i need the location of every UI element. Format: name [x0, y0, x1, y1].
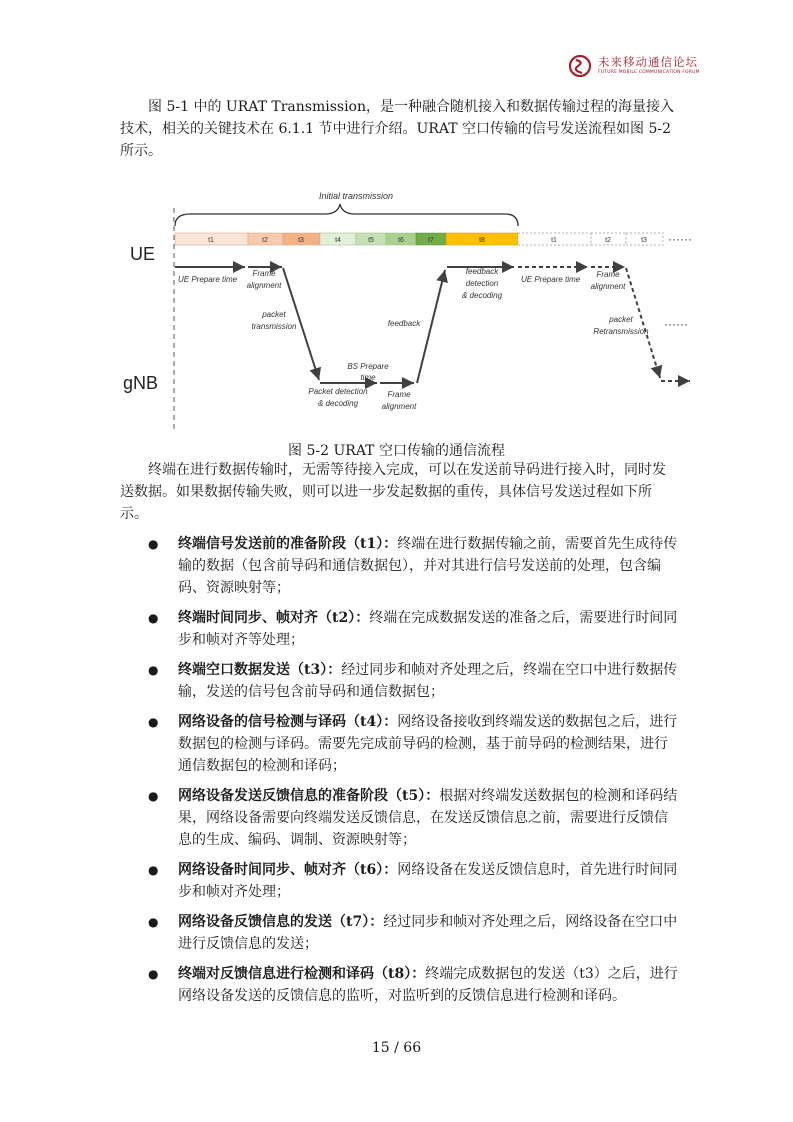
- frame-alignment-label-1b: alignment: [246, 281, 282, 290]
- packet-detection-label-a: Packet detection: [308, 387, 368, 396]
- timeline-slots: [175, 233, 663, 245]
- step-title: 网络设备反馈信息的发送（t7）：: [178, 914, 384, 930]
- timeline-ellipsis: ······: [668, 232, 692, 246]
- packet-tx-label-b: transmission: [251, 322, 297, 331]
- step-title: 网络设备发送反馈信息的准备阶段（t5）：: [178, 788, 440, 804]
- feedback-detection-label-c: & decoding: [461, 291, 503, 300]
- intro-paragraph: 图 5-1 中的 URAT Transmission，是一种融合随机接入和数据传输过程的海量接入技术，相关的关键技术在 6.1.1 节中进行介绍。URAT 空口传输的信号发送流程如图 5-2 所示。: [120, 99, 674, 159]
- step-text: 终端在进行数据传输之前，需要首先生成待传输的数据（包含前导码和通信数据包），并对其进行信号发送前的处理，包含编码、资源映射等；: [178, 536, 678, 596]
- frame-alignment-label-1a: Frame: [252, 269, 276, 278]
- feedback-detection-label-b: detection: [465, 279, 499, 288]
- gnb-label: gNB: [123, 373, 159, 393]
- initial-transmission-label: Initial transmission: [318, 191, 394, 201]
- list-item: [148, 859, 678, 903]
- figure-caption: 图 5-2 URAT 空口传输的通信流程: [288, 443, 505, 459]
- step-title: 终端空口数据发送（t3）：: [178, 662, 342, 678]
- feedback-detection-label-a: feedback: [465, 267, 499, 276]
- list-item: [148, 963, 678, 1007]
- step-text: 终端完成数据包的发送（t3）之后，进行网络设备发送的反馈信息的监听，对监听到的反馈信息进行检测和译码。: [178, 966, 678, 1004]
- list-item: [148, 607, 678, 651]
- bs-prepare-label-a: BS Prepare: [347, 362, 389, 371]
- retx-t3-label: t3: [641, 237, 647, 244]
- list-item: [148, 711, 678, 777]
- frame-alignment-label-2b: alignment: [381, 402, 417, 411]
- frame-alignment-label-2a: Frame: [387, 390, 411, 399]
- step-text: 终端在完成数据发送的准备之后，需要进行时间同步和帧对齐等处理；: [178, 610, 678, 648]
- frame-alignment-label-3a: Frame: [596, 270, 620, 279]
- retransmission-label-b: Retransmission: [593, 327, 649, 336]
- slot-t8-label: t8: [479, 237, 485, 244]
- step-text: 经过同步和帧对齐处理之后，终端在空口中进行数据传输，发送的信号包含前导码和通信数据包；: [178, 662, 678, 700]
- retx-t2-label: t2: [605, 237, 611, 244]
- retx-t1-label: t1: [551, 237, 557, 244]
- body-paragraph: 终端在进行数据传输时，无需等待接入完成，可以在发送前导码进行接入时，同时发送数据。如果数据传输失败，则可以进一步发起数据的重传，具体信号发送过程如下所示。: [120, 462, 666, 522]
- retransmission-label-a: packet: [609, 315, 633, 324]
- step-title: 网络设备时间同步、帧对齐（t6）：: [178, 862, 398, 878]
- retx-ellipsis: ······: [664, 317, 688, 331]
- list-item: [148, 911, 678, 955]
- ue-prepare-label-2: UE Prepare time: [521, 275, 581, 284]
- bs-prepare-label-b: time: [360, 373, 376, 382]
- step-list: [148, 533, 678, 1015]
- step-title: 终端对反馈信息进行检测和译码（t8）：: [178, 966, 426, 982]
- slot-t3-label: t3: [298, 237, 304, 244]
- ue-label: UE: [130, 244, 156, 264]
- step-text: 根据对终端发送数据包的检测和译码结果，网络设备需要向终端发送反馈信息，在发送反馈信息之前，需要进行反馈信息的生成、编码、调制、资源映射等；: [178, 788, 678, 848]
- slot-t4-label: t4: [335, 237, 341, 244]
- slot-t6-label: t6: [398, 237, 404, 244]
- step-text: 网络设备在发送反馈信息时，首先进行时间同步和帧对齐处理；: [178, 862, 678, 900]
- logo-text: 未来移动通信论坛: [598, 55, 698, 69]
- page-number: 15 / 66: [371, 1040, 422, 1056]
- list-item: [148, 659, 678, 703]
- slot-t5-label: t5: [368, 237, 374, 244]
- urat-flow-diagram: [120, 180, 710, 435]
- slot-t1-label: t1: [208, 237, 214, 244]
- step-text: 经过同步和帧对齐处理之后，网络设备在空口中进行反馈信息的发送；: [178, 914, 678, 952]
- slot-t7-label: t7: [428, 237, 434, 244]
- packet-detection-label-b: & decoding: [317, 399, 359, 408]
- logo-subtitle: FUTURE MOBILE COMMUNICATION FORUM: [598, 70, 700, 75]
- step-text: 网络设备接收到终端发送的数据包之后，进行数据包的检测与译码。需要先完成前导码的检测，基于前导码的检测结果，进行通信数据包的检测和译码；: [178, 714, 678, 774]
- step-title: 网络设备的信号检测与译码（t4）：: [178, 714, 398, 730]
- list-item: [148, 785, 678, 851]
- step-title: 终端时间同步、帧对齐（t2）：: [178, 610, 370, 626]
- step-title: 终端信号发送前的准备阶段（t1）：: [178, 536, 398, 552]
- ue-prepare-label: UE Prepare time: [178, 275, 238, 284]
- list-item: [148, 533, 678, 599]
- feedback-label: feedback: [387, 319, 421, 328]
- packet-tx-label-a: packet: [262, 310, 286, 319]
- frame-alignment-label-3b: alignment: [590, 282, 626, 291]
- slot-t2-label: t2: [262, 237, 268, 244]
